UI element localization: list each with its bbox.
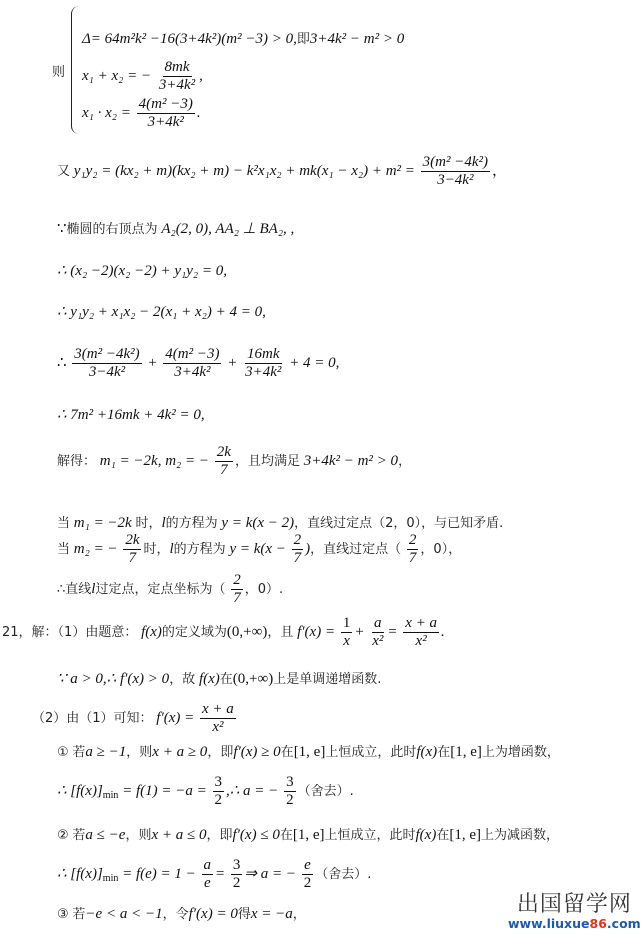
eq3-f2-num: 4(m² −3) — [165, 346, 220, 362]
c1r-num2: 3 — [286, 774, 294, 790]
domain-interval: (0,+∞) — [226, 623, 268, 640]
watermark-url — [508, 916, 641, 931]
c3-text-3: 得 — [237, 907, 251, 922]
problem-21-label: 21，解：（1）由题意： — [2, 624, 138, 640]
case2-num2: 2 — [293, 532, 302, 548]
c1r-den2: 2 — [286, 792, 294, 808]
vertex-expr: A₂(2, 0), AA₂ ⊥ BA₂, , — [161, 221, 295, 237]
c2r-num: a — [203, 857, 212, 873]
c2-interval-2: [1, e] — [449, 827, 482, 843]
product-lhs: x₁ · x₂ = — [82, 104, 131, 121]
c2r-expr: ∴ [f(x)] — [57, 865, 103, 882]
line-l: l — [161, 515, 166, 531]
case2-m2: m₂ = − — [73, 540, 118, 557]
d-f3-num: x + a — [405, 615, 437, 631]
case2-line-eq: y = k(x − — [229, 540, 286, 557]
case2-den: 7 — [128, 550, 137, 566]
case-circle-3 — [57, 907, 306, 922]
mono-expr: ∵ a > 0,∴ f′(x) > 0 — [57, 671, 170, 687]
sum-numerator: 8mk — [164, 59, 190, 75]
and-text: ，且 — [267, 624, 294, 640]
deriv-tail: . — [441, 623, 445, 640]
vertex-text: 椭圆的右顶点为 — [66, 222, 158, 237]
c1r-num: 3 — [214, 774, 223, 790]
y1y2-numerator: 3(m² −4k²) — [422, 154, 489, 170]
dang-label: 当 — [57, 516, 71, 531]
case1-conclusion: ，直线过定点（2，0），与已知矛盾. — [294, 516, 504, 531]
discard-text: （舍去）. — [297, 783, 354, 799]
product-tail: . — [196, 104, 201, 121]
case1-m1: m₁ = −2k — [73, 515, 132, 531]
c1-e1: a ≥ −1 — [85, 744, 127, 760]
watermark-logo — [508, 893, 641, 931]
line-l: l — [91, 580, 96, 597]
fx: f(x) — [415, 827, 437, 843]
solve-num: 2k — [216, 444, 231, 460]
case2-tail: ，0）， — [420, 541, 462, 557]
because-symbol: ∵ — [57, 221, 67, 237]
equation-2: ∴ y₁y₂ + x₁x₂ − 2(x₁ + x₂) + 4 = 0, — [57, 304, 266, 320]
discriminant-expr: Δ= 64m²k² −16(3+4k²)(m² −3) > 0, — [82, 31, 297, 47]
c2r-expr3: ⇒ a = − — [244, 865, 296, 882]
domain-interval: (0,+∞) — [232, 671, 274, 687]
c1r-expr: ∴ [f(x)] — [57, 782, 103, 799]
c3-e2: f′(x) = 0 — [188, 906, 238, 922]
equation-3: ∴ $\frac{\text{3(m² −4k²)}}{\text{3−4k²}}$ + $\frac{\text{4(m² −3)}}{\text{3+4k²}}$ + $\frac{16mk}{\text{3+4k²}}$ + 4 = 0, — [57, 346, 340, 380]
case2-den2: 7 — [293, 550, 302, 566]
c2r-fraction-3 — [302, 858, 314, 891]
conclusion-text-1: ∴直线 — [57, 581, 92, 597]
c2r-num2: 3 — [232, 857, 241, 873]
c2-text-4: 在 — [279, 828, 293, 843]
product-numerator: 4(m² −3) — [138, 96, 193, 112]
solve-den: 7 — [220, 462, 228, 478]
c2-text-7: 上为减函数， — [481, 828, 560, 843]
solve-expr: m₁ = −2k, m₂ = − — [99, 452, 210, 469]
c1r-expr3: ,∴ a = − — [226, 782, 279, 799]
c1-text-6: 在 — [437, 745, 451, 760]
case-2-line — [57, 533, 461, 566]
shi-label: 时， — [135, 516, 162, 531]
ze-label: 则 — [52, 65, 66, 80]
case-circle-2 — [57, 828, 559, 843]
c2-e2: x + a ≤ 0 — [151, 827, 207, 843]
c2r-den3: 2 — [303, 875, 312, 891]
monotonic-line — [57, 672, 381, 687]
deriv-fraction-2 — [370, 616, 385, 649]
c2r-num3: e — [304, 857, 311, 873]
c2r-fraction — [202, 858, 214, 891]
c1-text-2: ，则 — [126, 745, 153, 760]
case-2-result — [57, 858, 371, 891]
discriminant-line — [82, 32, 404, 47]
vertex-line — [57, 222, 294, 237]
y1y2-expr: y₁y₂ = (kx₂ + m)(kx₂ + m) − k²x₁x₂ + mk(x₁ − x₂) + m² = — [73, 162, 415, 179]
part2-num: x + a — [202, 701, 234, 717]
case2-fraction-2 — [292, 533, 304, 566]
y1y2-fraction — [421, 155, 490, 188]
equation-text: 的方程为 — [165, 516, 218, 531]
d-f2-den: x² — [372, 633, 384, 649]
part2-lhs: f′(x) = — [156, 709, 195, 726]
line-l: l — [169, 540, 174, 557]
fx: f(x) — [198, 671, 220, 687]
c3-e1: −e < a < −1 — [85, 906, 163, 922]
equation-1: ∴ (x₂ −2)(x₂ −2) + y₁y₂ = 0, — [57, 263, 228, 279]
c2-text-3: ，即 — [206, 828, 233, 843]
c2-text-6: 在 — [436, 828, 450, 843]
y1y2-tail: ， — [492, 162, 508, 179]
case2-fraction — [123, 533, 141, 566]
eq3-f1-num: 3(m² −4k²) — [74, 346, 140, 362]
deriv-fraction-1 — [341, 616, 353, 649]
case-1-line — [57, 516, 503, 531]
ruo-label: 若 — [72, 745, 86, 760]
c2-e3: f′(x) ≤ 0 — [232, 827, 280, 843]
part-2-label: （2）由（1）可知： — [32, 710, 153, 726]
eq3-f2-den: 3+4k² — [174, 364, 211, 380]
eq3-fraction-2 — [163, 347, 221, 380]
condition-expr: 3+4k² − m² > 0 — [309, 31, 405, 47]
c2r-den2: 2 — [232, 875, 241, 891]
eq3-f3-den: 3+4k² — [245, 364, 282, 380]
part2-fraction — [200, 702, 236, 735]
derivative-lhs: f′(x) = — [297, 623, 336, 640]
d-f2-num: a — [374, 615, 382, 631]
sum-tail: , — [199, 67, 203, 84]
conclusion-text-2: 过定点，定点坐标为（ — [95, 581, 226, 597]
c1r-fraction — [213, 775, 225, 808]
c1-text-5: 上恒成立，此时 — [325, 745, 417, 760]
y1y2-line — [57, 155, 507, 188]
conclusion-fraction — [231, 573, 243, 606]
c2r-den: e — [203, 875, 211, 891]
url-suffix: .com — [606, 916, 641, 932]
eq3-tail: + 4 = 0, — [289, 354, 340, 371]
mono-text-3: 上是单调递增函数. — [273, 672, 382, 687]
equation-4: ∴ 7m² +16mk + 4k² = 0, — [57, 407, 205, 423]
discard-text: （舍去）. — [315, 866, 372, 882]
equation-text: 的方程为 — [173, 541, 226, 557]
fx: f(x) — [416, 744, 438, 760]
solve-text: ，且均满足 — [234, 453, 300, 469]
c3-tail: ， — [292, 907, 306, 922]
circled-2: ② — [57, 828, 69, 843]
therefore-symbol: ∴ — [57, 354, 67, 371]
sum-lhs: x₁ + x₂ = − — [82, 67, 152, 84]
conclusion-num: 2 — [233, 572, 241, 588]
c1-text-7: 上为增函数， — [481, 745, 560, 760]
case2-num3: 2 — [408, 532, 417, 548]
case-circle-1 — [57, 745, 560, 760]
case-1-result — [57, 775, 354, 808]
sum-fraction — [157, 60, 197, 93]
fx: f(x) — [141, 623, 162, 640]
c2r-fraction-2 — [231, 858, 243, 891]
you-label: 又 — [57, 163, 71, 179]
solve-condition: 3+4k² − m² > 0 — [303, 452, 399, 469]
sum-roots-line — [82, 60, 203, 93]
part-2-line — [32, 702, 238, 735]
dang-label: 当 — [57, 541, 71, 557]
fixed-point-text: ，直线过定点（ — [310, 541, 402, 557]
case2-num: 2k — [125, 532, 140, 548]
shi-label: 时， — [143, 541, 170, 557]
c1r-fraction-2 — [284, 775, 296, 808]
case2-den3: 7 — [408, 550, 417, 566]
case1-line-eq: y = k(x − 2) — [221, 515, 295, 531]
ruo-label: 若 — [72, 828, 86, 843]
y1y2-denominator: 3−4k² — [437, 172, 474, 188]
conclusion-den: 7 — [233, 590, 241, 606]
product-fraction — [137, 97, 195, 130]
min-subscript: min — [102, 789, 119, 801]
c1-text-3: ，即 — [207, 745, 234, 760]
deriv-fraction-3 — [403, 616, 439, 649]
c3-e3: x = −a — [250, 906, 293, 922]
watermark-title: 出国留学网 — [516, 892, 632, 917]
eq3-fraction-1 — [72, 347, 141, 380]
solve-label: 解得： — [57, 453, 97, 469]
eq3-fraction-3 — [243, 347, 283, 380]
domain-text: 的定义域为 — [161, 624, 227, 640]
url-prefix: www.liuxue — [508, 916, 590, 932]
c2-text-5: 上恒成立，此时 — [324, 828, 416, 843]
c1r-den: 2 — [214, 792, 223, 808]
c1-interval: [1, e] — [293, 744, 326, 760]
d-f1-den: x — [343, 633, 350, 649]
d-f3-den: x² — [415, 633, 427, 649]
left-brace — [71, 6, 80, 134]
product-denominator: 3+4k² — [147, 114, 184, 130]
eq3-f3-num: 16mk — [247, 346, 280, 362]
product-roots-line — [82, 97, 201, 130]
case2-close: ) — [305, 540, 311, 557]
c1-interval-2: [1, e] — [450, 744, 482, 760]
circled-3: ③ — [57, 907, 69, 922]
circled-1: ① — [57, 745, 69, 760]
url-highlight: 86 — [589, 916, 607, 932]
c1r-expr2: = f(1) = −a = — [122, 782, 207, 799]
solve-tail: ， — [398, 453, 412, 469]
solve-fraction — [215, 445, 233, 478]
mono-text-2: 在 — [219, 672, 233, 687]
c2-e1: a ≤ −e — [85, 827, 126, 843]
sum-denominator: 3+4k² — [158, 77, 196, 93]
equals: = — [215, 865, 226, 882]
c1-e2: x + a ≥ 0 — [152, 744, 208, 760]
eq3-f1-den: 3−4k² — [88, 364, 126, 380]
min-subscript: min — [102, 872, 119, 884]
ji-label: 即 — [296, 32, 310, 47]
mono-text-1: ，故 — [169, 672, 196, 687]
part2-den: x² — [212, 719, 224, 735]
conclusion-text-3: ，0）. — [244, 581, 284, 597]
case2-fraction-3 — [407, 533, 419, 566]
c2r-expr2: = f(e) = 1 − — [122, 865, 196, 882]
c2-text-2: ，则 — [125, 828, 152, 843]
ruo-label: 若 — [72, 907, 86, 922]
conclusion-line — [57, 573, 283, 606]
c3-text-2: ，令 — [162, 907, 189, 922]
c1-e3: f′(x) ≥ 0 — [233, 744, 281, 760]
c1-text-4: 在 — [280, 745, 294, 760]
problem-21-header: 21，解：（1）由题意： f(x)的定义域为(0,+∞)，且 f′(x) = $\frac{1}{x}$ + $\frac{a}{\text{x²}}$ = $\frac{x + a}{\text{x²}}$ . — [2, 615, 445, 649]
c2-interval: [1, e] — [292, 827, 325, 843]
solve-line — [57, 445, 411, 478]
d-f1-num: 1 — [342, 615, 351, 631]
